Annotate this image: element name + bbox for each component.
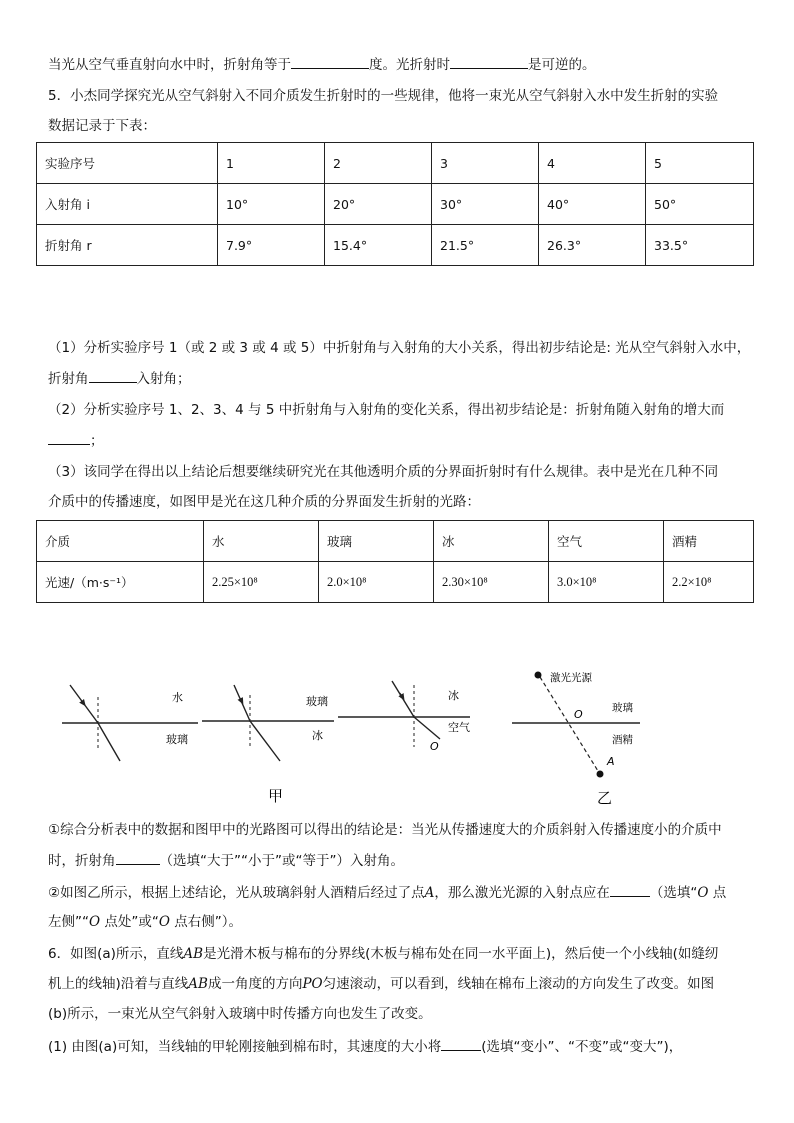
q5-sub1-line1 bbox=[48, 338, 750, 358]
table-cell: 4 bbox=[539, 143, 646, 184]
answer-blank-c2[interactable] bbox=[610, 882, 650, 897]
q6-text-4b: (选填“变小”、“不变”或“变大”)， bbox=[481, 1039, 683, 1055]
answer-blank-sub1[interactable] bbox=[89, 368, 137, 383]
q5-c2-line2 bbox=[48, 912, 242, 932]
caption-jia: 甲 bbox=[268, 787, 284, 805]
intro-text-3: 是可逆的。 bbox=[528, 57, 596, 73]
q5-c1-line2 bbox=[48, 850, 404, 871]
line-ab-ref: AB bbox=[188, 976, 208, 992]
q5-sub3-text: （3）该同学在得出以上结论后想要继续研究光在其他透明介质的分界面折射时有什么规律。表中是光在几种不同 bbox=[48, 464, 719, 480]
q6-line3 bbox=[48, 1004, 432, 1024]
figure-jia-diagram-1 bbox=[62, 685, 198, 761]
q5-c2-line1 bbox=[48, 882, 726, 903]
table-cell: 10° bbox=[218, 184, 325, 225]
label-point-a-yi: A bbox=[607, 755, 615, 768]
table-cell: 30° bbox=[432, 184, 539, 225]
q5-sub2-text: （2）分析实验序号 1、2、3、4 与 5 中折射角与入射角的变化关系，得出初步结论是：折射角随入射角的增大而 bbox=[48, 402, 725, 418]
refraction-figures bbox=[0, 655, 794, 815]
caption-yi: 乙 bbox=[597, 789, 613, 807]
intro-text-1: 当光从空气垂直射向水中时，折射角等于 bbox=[48, 57, 291, 73]
point-o-ref: O bbox=[697, 885, 709, 901]
label-alcohol-yi: 酒精 bbox=[612, 734, 633, 746]
q5-c2-text-1c: （选填“ bbox=[649, 885, 698, 901]
table-cell: 26.3° bbox=[539, 225, 646, 266]
q5-c2-text-2b: 点处”或“ bbox=[100, 914, 159, 930]
point-o-ref: O bbox=[89, 914, 101, 930]
q5-number: 5． bbox=[48, 88, 71, 104]
table-cell: 40° bbox=[539, 184, 646, 225]
table-cell: 水 bbox=[204, 521, 319, 562]
q6-text-2b: 成一角度的方向 bbox=[207, 976, 303, 992]
q5-sub3-text-2: 介质中的传播速度，如图甲是光在这几种介质的分界面发生折射的光路： bbox=[48, 494, 480, 510]
table-cell: 5 bbox=[646, 143, 754, 184]
table-cell: 7.9° bbox=[218, 225, 325, 266]
table-cell: 3.0×10⁸ bbox=[549, 562, 664, 603]
q5-c2-text-1d: 点 bbox=[708, 885, 727, 901]
q5-sub2-line1 bbox=[48, 400, 724, 420]
label-point-o-yi: O bbox=[574, 708, 583, 721]
answer-blank-degree[interactable] bbox=[291, 54, 369, 69]
light-speed-table bbox=[36, 520, 754, 603]
q5-sub1-text-2b: 入射角； bbox=[136, 371, 191, 387]
q5-sub2-text-2: ； bbox=[90, 433, 104, 449]
q5-c2-text-2a: 左侧”“ bbox=[48, 914, 89, 930]
row-header: 光速/（m·s⁻¹） bbox=[37, 562, 204, 603]
table-row-trial bbox=[37, 143, 754, 184]
row-header: 实验序号 bbox=[37, 143, 218, 184]
answer-blank-reversible[interactable] bbox=[450, 54, 528, 69]
label-ice-2: 冰 bbox=[312, 729, 323, 742]
table-cell: 冰 bbox=[434, 521, 549, 562]
line-po-ref: PO bbox=[302, 976, 323, 992]
answer-blank-q6[interactable] bbox=[441, 1036, 481, 1051]
table-cell: 玻璃 bbox=[319, 521, 434, 562]
table-cell: 酒精 bbox=[664, 521, 754, 562]
table-cell: 33.5° bbox=[646, 225, 754, 266]
answer-blank-sub2[interactable] bbox=[48, 430, 90, 445]
q6-text-3: (b)所示，一束光从空气斜射入玻璃中时传播方向也发生了改变。 bbox=[48, 1006, 432, 1022]
row-header: 折射角 r bbox=[37, 225, 218, 266]
q5-c1-line1 bbox=[48, 820, 722, 840]
point-a-ref: A bbox=[424, 885, 435, 901]
row-header: 介质 bbox=[37, 521, 204, 562]
figure-jia-diagram-3 bbox=[338, 681, 470, 753]
table-row-refraction bbox=[37, 225, 754, 266]
q6-text-4a: (1) 由图(a)可知，当线轴的甲轮刚接触到棉布时，其速度的大小将 bbox=[48, 1039, 442, 1055]
q5-sub3-line2 bbox=[48, 492, 480, 512]
q5-stem-text-2: 数据记录于下表： bbox=[48, 118, 156, 134]
intro-line bbox=[48, 54, 596, 75]
table-cell: 2.0×10⁸ bbox=[319, 562, 434, 603]
refraction-data-table bbox=[36, 142, 754, 266]
table-cell: 21.5° bbox=[432, 225, 539, 266]
label-glass-yi: 玻璃 bbox=[612, 702, 633, 714]
q6-line4 bbox=[48, 1036, 682, 1057]
q5-stem-text: 小杰同学探究光从空气斜射入不同介质发生折射时的一些规律，他将一束光从空气斜射入水中发生折射的实验 bbox=[70, 88, 719, 104]
q6-text-2c: 匀速滚动，可以看到，线轴在棉布上滚动的方向发生了改变。如图 bbox=[322, 976, 715, 992]
q6-text-1b: 是光滑木板与棉布的分界线(木板与棉布处在同一水平面上)，然后使一个小线轴(如缝纫 bbox=[203, 946, 719, 962]
q5-sub1-text: （1）分析实验序号 1（或 2 或 3 或 4 或 5）中折射角与入射角的大小关系，得出初步结论是: 光从空气斜射入水中， bbox=[48, 340, 751, 356]
line-ab-ref: AB bbox=[183, 946, 204, 962]
point-o-ref: O bbox=[158, 914, 170, 930]
table-row-media bbox=[37, 521, 754, 562]
table-cell: 2.30×10⁸ bbox=[434, 562, 549, 603]
answer-blank-c1[interactable] bbox=[116, 850, 160, 865]
q6-text-2a: 机上的线轴)沿着与直线 bbox=[48, 976, 189, 992]
table-cell: 3 bbox=[432, 143, 539, 184]
table-cell: 50° bbox=[646, 184, 754, 225]
q5-sub1-line2 bbox=[48, 368, 191, 389]
intro-text-2: 度。光折射时 bbox=[369, 57, 450, 73]
table-row-speed bbox=[37, 562, 754, 603]
q5-c1-text-2b: （选填“大于”“小于”或“等于”）入射角。 bbox=[159, 853, 404, 869]
row-header: 入射角 i bbox=[37, 184, 218, 225]
table-cell: 2.2×10⁸ bbox=[664, 562, 754, 603]
q5-stem-line2 bbox=[48, 116, 156, 136]
label-air-3: 空气 bbox=[448, 721, 470, 734]
table-cell: 空气 bbox=[549, 521, 664, 562]
figure-yi bbox=[512, 671, 640, 778]
q6-line2 bbox=[48, 974, 714, 994]
table-cell: 20° bbox=[325, 184, 432, 225]
q5-c1-text: ①综合分析表中的数据和图甲中的光路图可以得出的结论是：当光从传播速度大的介质斜射入传播速度小的介质中 bbox=[48, 822, 722, 838]
q5-stem-line1 bbox=[48, 86, 718, 106]
q6-text-1a: 6．如图(a)所示，直线 bbox=[48, 946, 184, 962]
q5-c2-text-1b: ，那么激光光源的入射点应在 bbox=[434, 885, 610, 901]
q5-c1-text-2a: 时，折射角 bbox=[48, 853, 116, 869]
table-cell: 1 bbox=[218, 143, 325, 184]
label-ice-3: 冰 bbox=[448, 689, 459, 702]
q5-sub2-line2 bbox=[48, 430, 104, 451]
q6-line1 bbox=[48, 944, 718, 964]
label-glass-2: 玻璃 bbox=[306, 695, 328, 708]
table-cell: 2.25×10⁸ bbox=[204, 562, 319, 603]
table-cell: 2 bbox=[325, 143, 432, 184]
q5-c2-text-2c: 点右侧”）。 bbox=[169, 914, 242, 930]
q5-sub3-line1 bbox=[48, 462, 718, 482]
q5-sub1-text-2a: 折射角 bbox=[48, 371, 89, 387]
label-water-1: 水 bbox=[172, 691, 183, 704]
label-point-o-3: O bbox=[430, 740, 439, 753]
q5-c2-text-1a: ②如图乙所示，根据上述结论，光从玻璃斜射人酒精后经过了点 bbox=[48, 885, 425, 901]
label-laser-source: 激光光源 bbox=[550, 672, 592, 684]
table-row-incidence bbox=[37, 184, 754, 225]
figure-jia-diagram-2 bbox=[202, 685, 334, 761]
label-glass-1: 玻璃 bbox=[166, 733, 188, 746]
table-cell: 15.4° bbox=[325, 225, 432, 266]
